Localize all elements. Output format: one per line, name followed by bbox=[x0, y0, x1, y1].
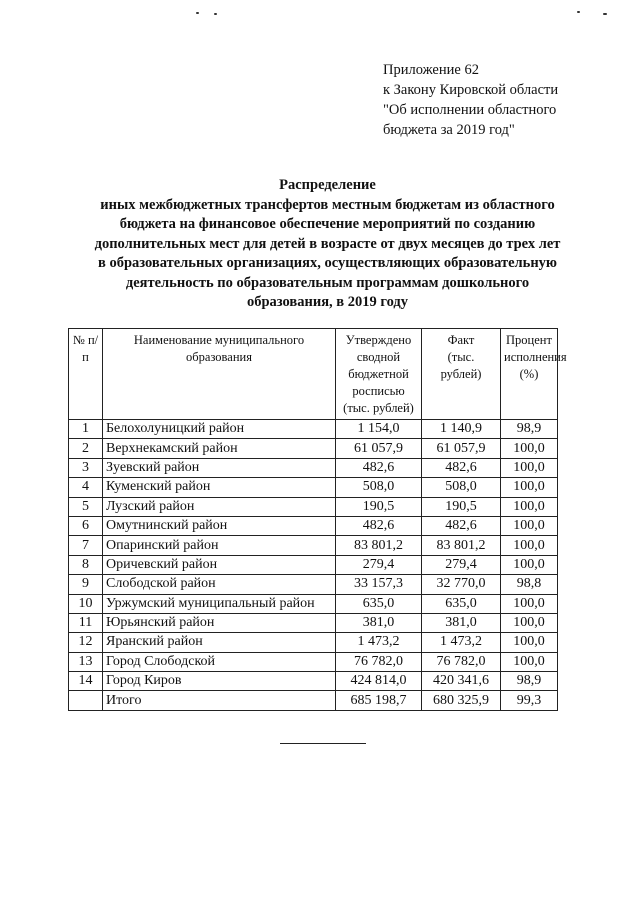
row-number bbox=[69, 691, 103, 710]
heading-line: бюджета на финансовое обеспечение мероприятий по созданию bbox=[119, 216, 536, 232]
row-percent: 100,0 bbox=[501, 478, 558, 497]
table-row bbox=[69, 516, 558, 535]
row-percent: 100,0 bbox=[501, 536, 558, 555]
row-fact: 482,6 bbox=[422, 516, 501, 535]
row-municipality: Яранский район bbox=[103, 633, 336, 652]
row-municipality: Слободской район bbox=[103, 575, 336, 594]
heading-line: иных межбюджетных трансфертов местным бюджетам из областного bbox=[100, 196, 555, 213]
table-row bbox=[69, 613, 558, 632]
document-heading bbox=[40, 176, 615, 313]
distribution-table bbox=[68, 328, 567, 711]
row-percent: 100,0 bbox=[501, 439, 558, 458]
row-number: 9 bbox=[69, 575, 103, 594]
row-number: 6 bbox=[69, 516, 103, 535]
row-approved: 424 814,0 bbox=[336, 672, 422, 691]
row-fact: 420 341,6 bbox=[422, 672, 501, 691]
header-municipality: Наименование муниципального образования bbox=[103, 329, 336, 420]
row-approved: 482,6 bbox=[336, 516, 422, 535]
appendix-line: к Закону Кировской области bbox=[383, 82, 559, 98]
row-municipality: Город Слободской bbox=[103, 652, 336, 671]
row-approved: 83 801,2 bbox=[336, 536, 422, 555]
heading-line: деятельность по образовательным программам дошкольного bbox=[125, 274, 530, 291]
row-municipality: Оричевский район bbox=[103, 555, 336, 574]
table-row bbox=[69, 672, 558, 691]
row-fact: 482,6 bbox=[422, 458, 501, 477]
row-percent: 100,0 bbox=[501, 613, 558, 632]
appendix-line: Приложение 62 bbox=[383, 62, 479, 78]
row-approved: 635,0 bbox=[336, 594, 422, 613]
heading-line: дополнительных мест для детей в возрасте от двух месяцев до трех лет bbox=[94, 235, 561, 252]
row-municipality: Белохолуницкий район bbox=[103, 420, 336, 439]
table-row bbox=[69, 497, 558, 516]
table-row bbox=[69, 633, 558, 652]
row-fact: 190,5 bbox=[422, 497, 501, 516]
scan-speck bbox=[577, 11, 580, 13]
table-row bbox=[69, 575, 558, 594]
row-fact: 83 801,2 bbox=[422, 536, 501, 555]
row-fact: 61 057,9 bbox=[422, 439, 501, 458]
header-approved: Утверждено сводной бюджетной росписью (тыс. рублей) bbox=[336, 329, 422, 420]
header-number: № п/п bbox=[69, 329, 103, 420]
table-row bbox=[69, 478, 558, 497]
row-municipality: Юрьянский район bbox=[103, 613, 336, 632]
appendix-reference bbox=[383, 60, 623, 140]
row-percent: 100,0 bbox=[501, 555, 558, 574]
row-approved: 685 198,7 bbox=[336, 691, 422, 710]
heading-line: образования, в 2019 году bbox=[246, 294, 409, 310]
row-approved: 1 473,2 bbox=[336, 633, 422, 652]
row-percent: 99,3 bbox=[501, 691, 558, 710]
row-number: 3 bbox=[69, 458, 103, 477]
table-row bbox=[69, 555, 558, 574]
row-municipality: Куменский район bbox=[103, 478, 336, 497]
row-number: 1 bbox=[69, 420, 103, 439]
row-number: 13 bbox=[69, 652, 103, 671]
row-number: 14 bbox=[69, 672, 103, 691]
row-percent: 100,0 bbox=[501, 516, 558, 535]
appendix-line: бюджета за 2019 год" bbox=[383, 122, 515, 138]
row-percent: 100,0 bbox=[501, 594, 558, 613]
row-approved: 61 057,9 bbox=[336, 439, 422, 458]
row-percent: 98,8 bbox=[501, 575, 558, 594]
row-number: 2 bbox=[69, 439, 103, 458]
row-percent: 100,0 bbox=[501, 458, 558, 477]
row-fact: 1 473,2 bbox=[422, 633, 501, 652]
row-approved: 482,6 bbox=[336, 458, 422, 477]
row-approved: 279,4 bbox=[336, 555, 422, 574]
heading-title: Распределение bbox=[279, 177, 376, 193]
scan-speck bbox=[196, 12, 199, 14]
row-municipality: Зуевский район bbox=[103, 458, 336, 477]
table-row bbox=[69, 458, 558, 477]
row-fact: 381,0 bbox=[422, 613, 501, 632]
row-fact: 508,0 bbox=[422, 478, 501, 497]
row-fact: 279,4 bbox=[422, 555, 501, 574]
table-row bbox=[69, 594, 558, 613]
row-percent: 100,0 bbox=[501, 652, 558, 671]
row-municipality: Омутнинский район bbox=[103, 516, 336, 535]
row-approved: 508,0 bbox=[336, 478, 422, 497]
row-fact: 76 782,0 bbox=[422, 652, 501, 671]
table-header-row bbox=[69, 329, 558, 420]
table-row bbox=[69, 420, 558, 439]
row-approved: 381,0 bbox=[336, 613, 422, 632]
header-percent: Процент исполнения (%) bbox=[501, 329, 558, 420]
row-percent: 100,0 bbox=[501, 497, 558, 516]
table-total-row bbox=[69, 691, 558, 710]
row-number: 12 bbox=[69, 633, 103, 652]
row-fact: 32 770,0 bbox=[422, 575, 501, 594]
scan-speck bbox=[603, 13, 607, 15]
row-approved: 33 157,3 bbox=[336, 575, 422, 594]
row-municipality: Город Киров bbox=[103, 672, 336, 691]
row-fact: 680 325,9 bbox=[422, 691, 501, 710]
appendix-line: "Об исполнении областного bbox=[383, 102, 557, 118]
row-municipality: Итого bbox=[103, 691, 336, 710]
row-fact: 635,0 bbox=[422, 594, 501, 613]
row-number: 7 bbox=[69, 536, 103, 555]
row-percent: 100,0 bbox=[501, 633, 558, 652]
table-row bbox=[69, 652, 558, 671]
row-municipality: Опаринский район bbox=[103, 536, 336, 555]
row-municipality: Уржумский муниципальный район bbox=[103, 594, 336, 613]
closing-rule bbox=[280, 743, 366, 744]
table-row bbox=[69, 536, 558, 555]
row-percent: 98,9 bbox=[501, 420, 558, 439]
row-number: 5 bbox=[69, 497, 103, 516]
row-municipality: Верхнекамский район bbox=[103, 439, 336, 458]
heading-line: в образовательных организациях, осуществляющих образовательную bbox=[97, 255, 558, 271]
row-percent: 98,9 bbox=[501, 672, 558, 691]
row-approved: 76 782,0 bbox=[336, 652, 422, 671]
row-fact: 1 140,9 bbox=[422, 420, 501, 439]
row-approved: 1 154,0 bbox=[336, 420, 422, 439]
row-approved: 190,5 bbox=[336, 497, 422, 516]
row-number: 10 bbox=[69, 594, 103, 613]
table-row bbox=[69, 439, 558, 458]
row-number: 4 bbox=[69, 478, 103, 497]
header-fact: Факт (тыс. рублей) bbox=[422, 329, 501, 420]
row-number: 8 bbox=[69, 555, 103, 574]
scan-speck bbox=[214, 13, 217, 15]
row-number: 11 bbox=[69, 613, 103, 632]
row-municipality: Лузский район bbox=[103, 497, 336, 516]
